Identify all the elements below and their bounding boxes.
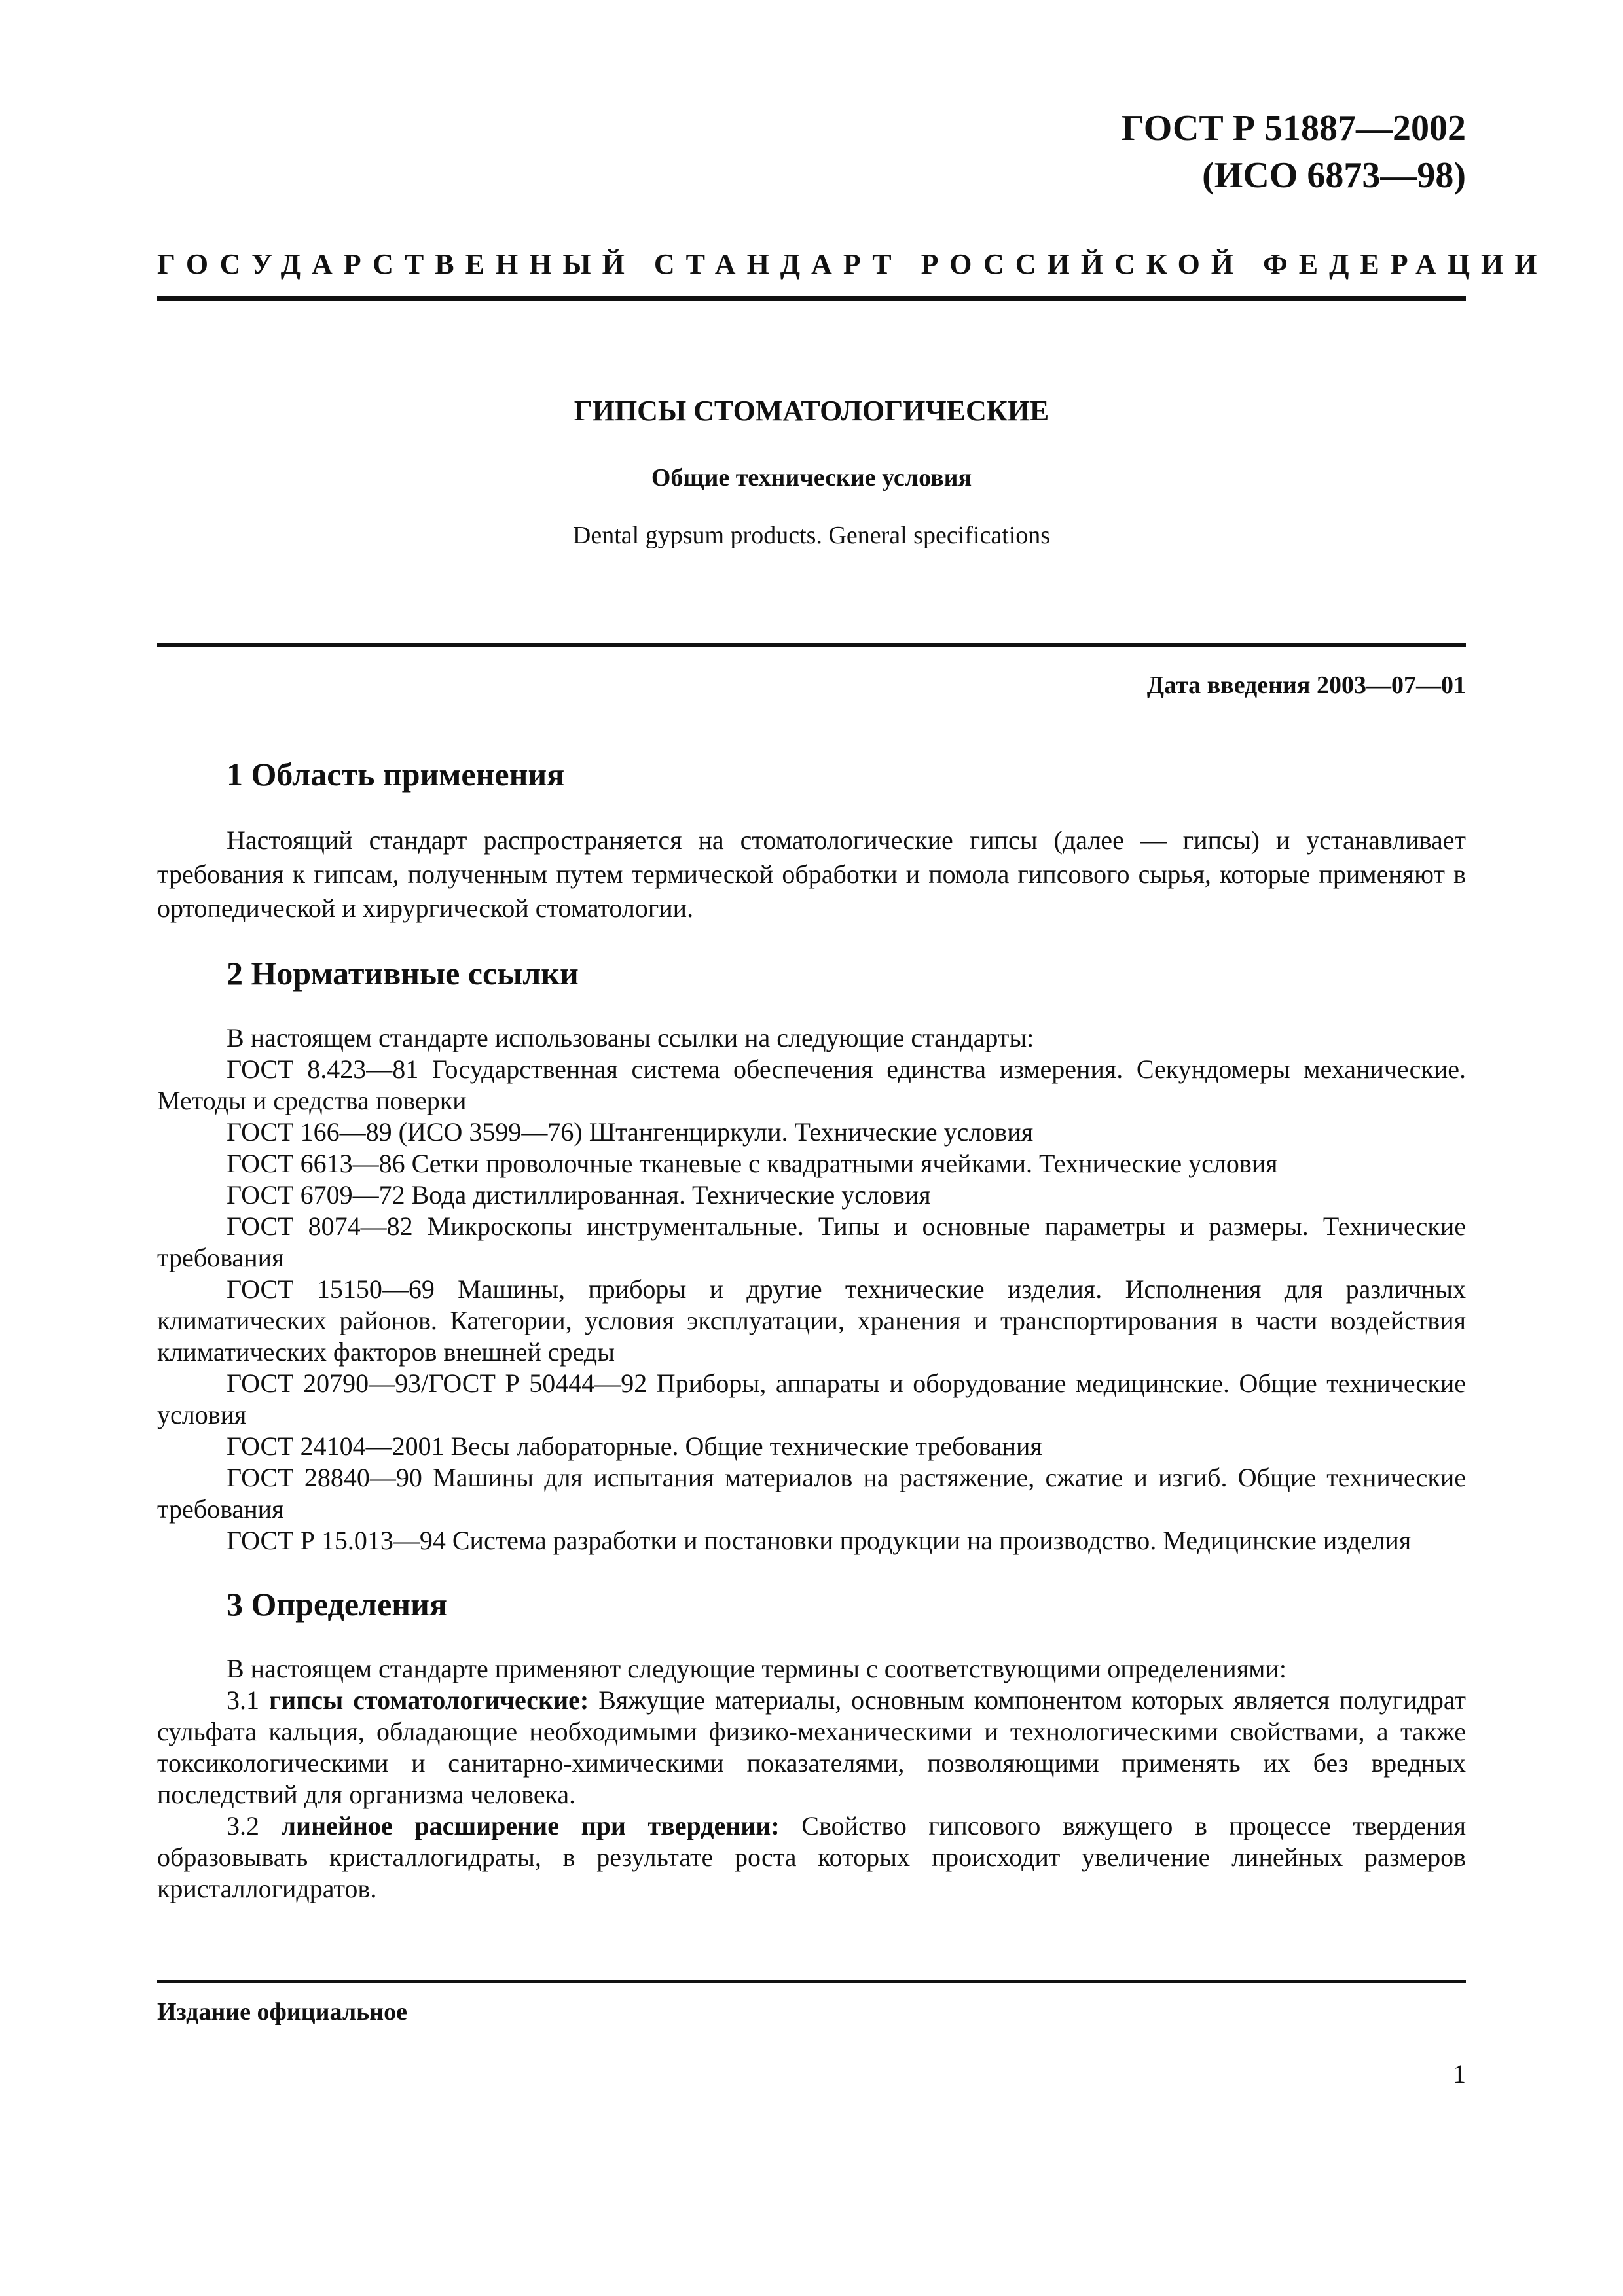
section-heading: 1 Область применения (227, 756, 565, 793)
title-block (157, 391, 1466, 552)
reference-intro: В настоящем стандарте использованы ссылки на следующие стандарты: (227, 1023, 1034, 1052)
definition-text: Вяжущие материалы, основным компонентом которых является полугидрат сульфата кальция, обладающие необходимыми физико-механическими и технологическими свойствами, а также токсикологическими и санитарно-химическими показателями, позволяющими применять их без вредных последствий для организма человека. (157, 1685, 1467, 1809)
header-divider (157, 296, 1466, 301)
footer-divider (157, 1980, 1466, 1983)
definition-item (157, 1810, 1466, 1905)
document-id-block (1122, 105, 1466, 199)
english-title: Dental gypsum products. General specifications (572, 522, 1051, 549)
standard-number: ГОСТ Р 51887—2002 (1121, 108, 1466, 149)
section-scope (157, 753, 1466, 925)
definition-term: линейное расширение при твердении: (281, 1811, 780, 1840)
title-divider (157, 643, 1466, 647)
introduction-date: Дата введения 2003—07—01 (1146, 672, 1466, 699)
section-heading: 3 Определения (227, 1586, 447, 1623)
definitions-intro: В настоящем стандарте применяют следующие термины с соответствующими определениями: (227, 1654, 1286, 1683)
document-body (157, 753, 1466, 1931)
definition-term: гипсы стоматологические: (268, 1685, 589, 1715)
section-references (157, 952, 1466, 1556)
section-heading: 2 Нормативные ссылки (227, 955, 579, 992)
official-edition-label: Издание официальное (157, 1998, 408, 2026)
document-title: ГИПСЫ СТОМАТОЛОГИЧЕСКИЕ (574, 395, 1049, 427)
definition-number: 3.2 (227, 1811, 259, 1840)
definition-item (157, 1685, 1466, 1810)
document-subtitle: Общие технические условия (651, 464, 972, 492)
reference-item: ГОСТ 15150—69 Машины, приборы и другие технические изделия. Исполнения для различных климатических районов. Категории, условия эксплуатации, хранения и транспортирования в части воздействия климатических факторов внешней среды (157, 1274, 1466, 1367)
paragraph: Настоящий стандарт распространяется на стоматологические гипсы (далее — гипсы) и устанавливает требования к гипсам, полученным путем термической обработки и помола гипсового сырья, которые применяют в ортопедической и хирургической стоматологии. (157, 825, 1466, 923)
section-definitions (157, 1583, 1466, 1905)
reference-item: ГОСТ 28840—90 Машины для испытания материалов на растяжение, сжатие и изгиб. Общие технические требования (157, 1463, 1466, 1524)
reference-item: ГОСТ 8.423—81 Государственная система обеспечения единства измерения. Секундомеры механические. Методы и средства поверки (157, 1054, 1466, 1115)
reference-item: ГОСТ 6613—86 Сетки проволочные тканевые с квадратными ячейками. Технические условия (227, 1149, 1278, 1178)
reference-item: ГОСТ 8074—82 Микроскопы инструментальные. Типы и основные параметры и размеры. Технические требования (157, 1211, 1466, 1272)
iso-number: (ИСО 6873—98) (1202, 155, 1466, 196)
reference-item: ГОСТ 166—89 (ИСО 3599—76) Штангенциркули. Технические условия (227, 1117, 1034, 1147)
reference-item: ГОСТ 20790—93/ГОСТ Р 50444—92 Приборы, аппараты и оборудование медицинские. Общие технические условия (157, 1369, 1466, 1429)
state-standard-banner: ГОСУДАРСТВЕННЫЙ СТАНДАРТ РОССИЙСКОЙ ФЕДЕРАЦИИ (157, 248, 1548, 280)
definition-number: 3.1 (227, 1685, 259, 1715)
definition-text: Свойство гипсового вяжущего в процессе твердения образовывать кристаллогидраты, в результате роста которых происходит увеличение линейных размеров кристаллогидратов. (157, 1811, 1467, 1903)
page-number: 1 (1453, 2059, 1466, 2089)
reference-item: ГОСТ Р 15.013—94 Система разработки и постановки продукции на производство. Медицинские изделия (227, 1526, 1412, 1555)
reference-item: ГОСТ 24104—2001 Весы лабораторные. Общие технические требования (227, 1431, 1042, 1461)
reference-item: ГОСТ 6709—72 Вода дистиллированная. Технические условия (227, 1180, 931, 1210)
